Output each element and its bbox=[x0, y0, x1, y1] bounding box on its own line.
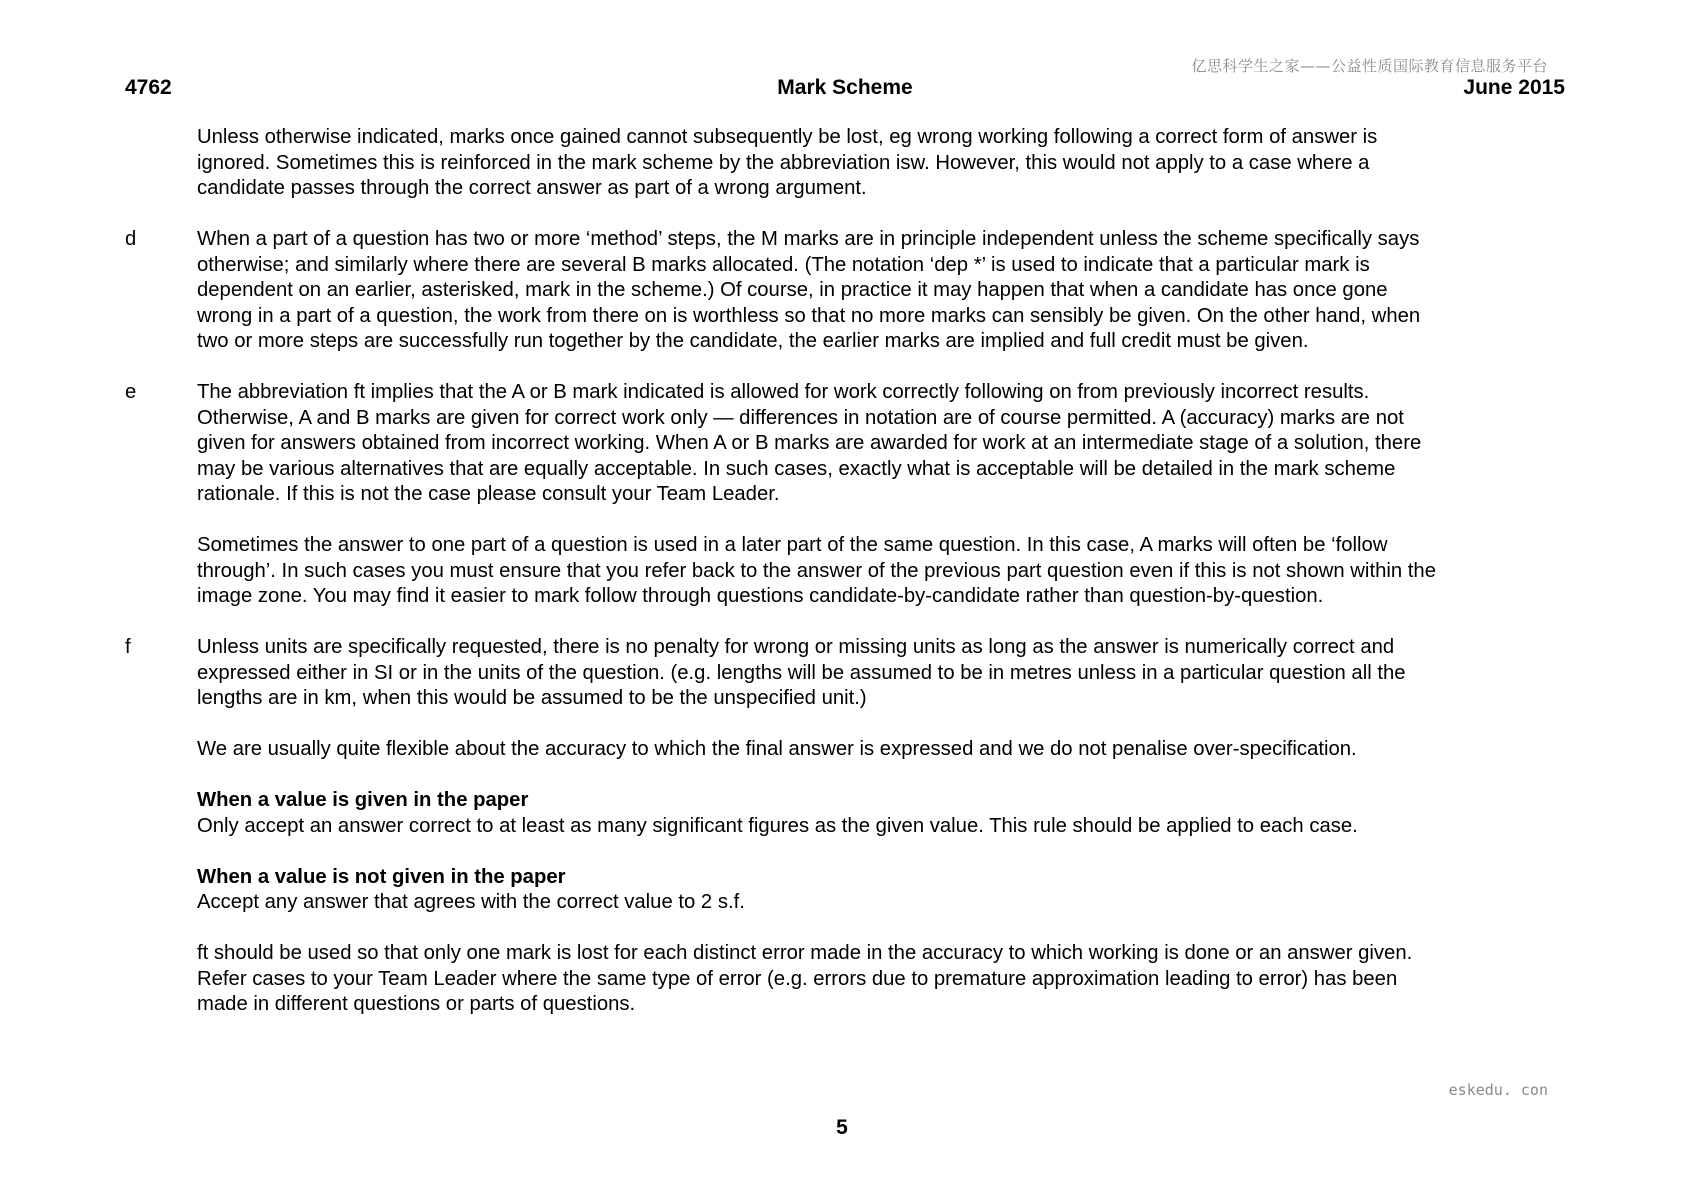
paper-code: 4762 bbox=[125, 76, 172, 99]
text-line: Otherwise, A and B marks are given for correct work only — differences in notation are of course permitted. A (accuracy) marks are not bbox=[197, 406, 1404, 429]
text-line: rationale. If this is not the case please consult your Team Leader. bbox=[197, 483, 780, 505]
item-marker-f: f bbox=[125, 636, 131, 658]
item-d bbox=[125, 227, 1570, 355]
item-marker-e: e bbox=[125, 381, 137, 403]
text-line: Accept any answer that agrees with the correct value to 2 s.f. bbox=[197, 891, 745, 913]
text-line: given for answers obtained from incorrect working. When A or B marks are awarded for work at an intermediate stage of a solution, there bbox=[197, 432, 1422, 454]
document-body bbox=[125, 125, 1570, 1018]
text-line: Sometimes the answer to one part of a question is used in a later part of the same question. In this case, A marks will often be ‘follow bbox=[197, 534, 1388, 556]
text-line: made in different questions or parts of questions. bbox=[197, 993, 636, 1015]
text-line: Unless units are specifically requested, there is no penalty for wrong or missing units as long as the answer is numerically correct and bbox=[197, 636, 1395, 658]
text-line: ignored. Sometimes this is reinforced in the mark scheme by the abbreviation isw. However, this would not apply to a case where a bbox=[197, 151, 1370, 174]
text-line: expressed either in SI or in the units of the question. (e.g. lengths will be assumed to be in metres unless in a particular question all the bbox=[197, 661, 1406, 684]
text-line: candidate passes through the correct answer as part of a wrong argument. bbox=[197, 177, 867, 199]
page-number: 5 bbox=[836, 1116, 848, 1139]
page-title: Mark Scheme bbox=[777, 76, 913, 99]
text-line: image zone. You may find it easier to mark follow through questions candidate-by-candidate rather than question-by-question. bbox=[197, 585, 1324, 607]
text-line: We are usually quite flexible about the accuracy to which the final answer is expressed and we do not penalise over-specification. bbox=[197, 738, 1357, 760]
text-line: may be various alternatives that are equally acceptable. In such cases, exactly what is acceptable will be detailed in the mark scheme bbox=[197, 457, 1396, 480]
text-line: Unless otherwise indicated, marks once gained cannot subsequently be lost, eg wrong working following a correct form of answer is bbox=[197, 126, 1378, 148]
text-line: wrong in a part of a question, the work from there on is worthless so that no more marks can sensibly be given. On the other hand, when bbox=[197, 304, 1421, 327]
subheading-value-not-given: When a value is not given in the paper bbox=[197, 865, 566, 888]
item-e bbox=[125, 380, 1570, 610]
exam-date: June 2015 bbox=[1463, 76, 1565, 99]
text-line: Refer cases to your Team Leader where the same type of error (e.g. errors due to premature approximation leading to error) has been bbox=[197, 967, 1398, 990]
text-line: The abbreviation ft implies that the A or B mark indicated is allowed for work correctly following on from previously incorrect results. bbox=[197, 381, 1370, 403]
text-line: ft should be used so that only one mark is lost for each distinct error made in the accuracy to which working is done or an answer given. bbox=[197, 942, 1413, 964]
text-line: otherwise; and similarly where there are several B marks allocated. (The notation ‘dep *’ is used to indicate that a particular mark is bbox=[197, 253, 1370, 276]
text-line: lengths are in km, when this would be assumed to be the unspecified unit.) bbox=[197, 687, 867, 709]
text-line: When a part of a question has two or more ‘method’ steps, the M marks are in principle independent unless the scheme specifically says bbox=[197, 228, 1420, 250]
text-line: Only accept an answer correct to at least as many significant figures as the given value. This rule should be applied to each case. bbox=[197, 814, 1358, 837]
intro-paragraph bbox=[125, 125, 1570, 202]
watermark-bottom: eskedu. con bbox=[1448, 1081, 1548, 1099]
page-header bbox=[125, 76, 1565, 102]
text-line: two or more steps are successfully run together by the candidate, the earlier marks are implied and full credit must be given. bbox=[197, 330, 1309, 352]
text-line: dependent on an earlier, asterisked, mark in the scheme.) Of course, in practice it may happen that when a candidate has once gone bbox=[197, 279, 1388, 301]
item-f bbox=[125, 635, 1570, 1018]
item-marker-d: d bbox=[125, 228, 137, 250]
subheading-value-given: When a value is given in the paper bbox=[197, 789, 529, 811]
text-line: through’. In such cases you must ensure that you refer back to the answer of the previous part question even if this is not shown within the bbox=[197, 559, 1436, 582]
watermark-top: 亿思科学生之家——公益性质国际教育信息服务平台 bbox=[1191, 57, 1548, 75]
